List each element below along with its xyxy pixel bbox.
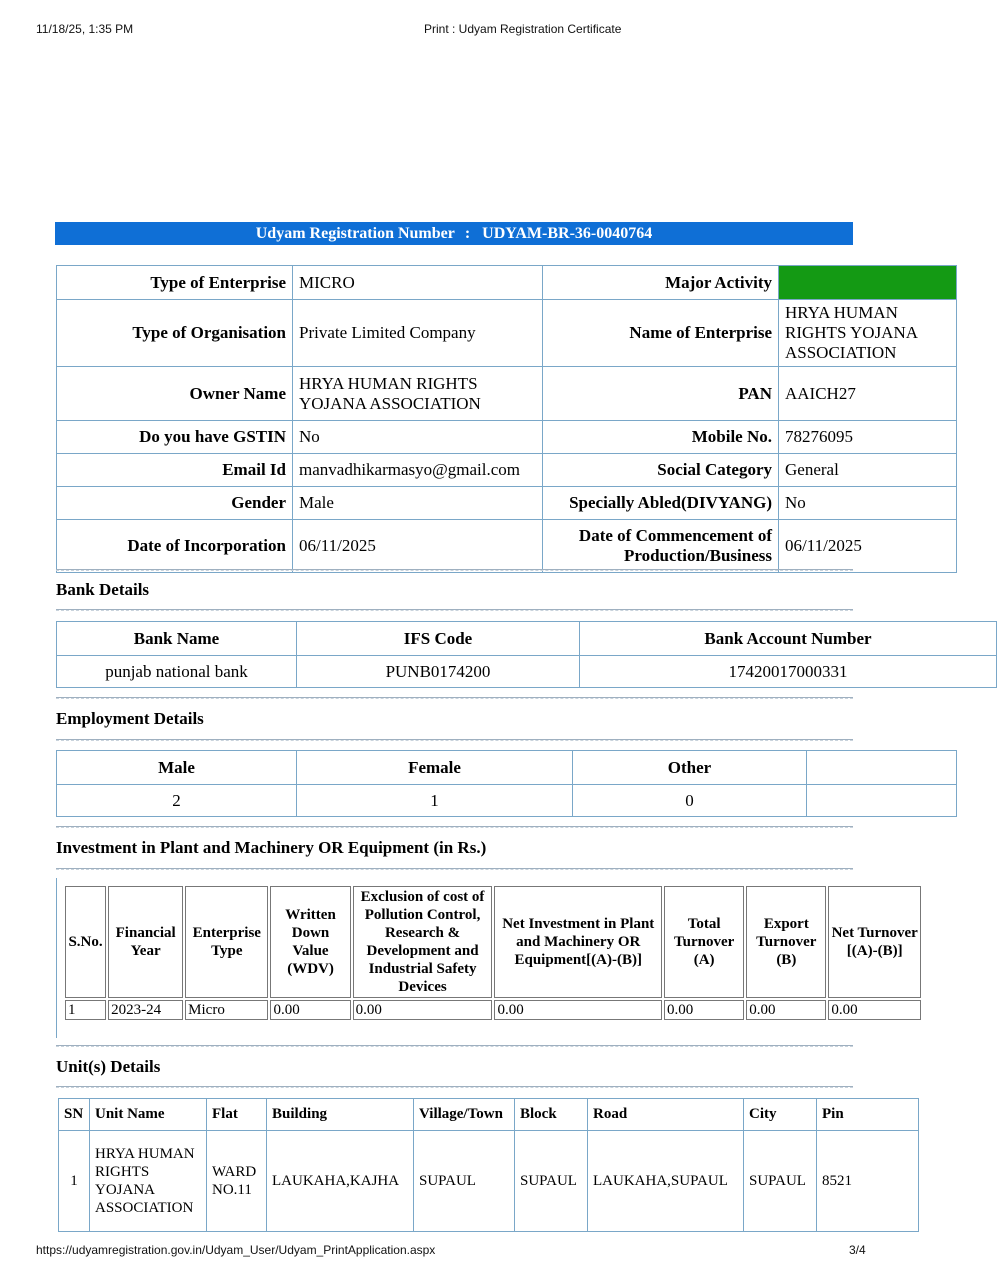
pan-label: PAN <box>543 367 779 421</box>
bank-details-title: Bank Details <box>56 580 150 599</box>
enterprise-type-header: Enterprise Type <box>185 886 268 998</box>
net-turnover-cell: 0.00 <box>828 1000 921 1020</box>
female-header: Female <box>297 751 573 785</box>
other-count: 0 <box>573 785 807 817</box>
enterprise-details <box>56 265 919 565</box>
total-turnover-header: Total Turnover (A) <box>664 886 744 998</box>
gstin-label: Do you have GSTIN <box>57 421 293 454</box>
bank-details-table <box>56 621 997 688</box>
village-town-cell: SUPAUL <box>414 1131 515 1232</box>
section-divider <box>56 868 853 870</box>
male-header: Male <box>57 751 297 785</box>
bank-details <box>56 621 872 689</box>
type-of-organisation-value: Private Limited Company <box>293 300 543 367</box>
registration-number-bar <box>55 222 853 245</box>
registration-number-label: Udyam Registration Number <box>255 225 455 242</box>
account-number-value: 17420017000331 <box>580 656 997 688</box>
registration-number-separator: : <box>464 225 471 242</box>
block-header: Block <box>515 1099 588 1131</box>
owner-name-label: Owner Name <box>57 367 293 421</box>
gstin-value: No <box>293 421 543 454</box>
unit-details-table <box>58 1098 919 1232</box>
date-of-commencement-label: Date of Commencement of Production/Business <box>543 520 779 573</box>
financial-year-header: Financial Year <box>108 886 183 998</box>
sn-header: SN <box>59 1099 90 1131</box>
unit-details <box>56 1098 853 1235</box>
type-of-enterprise-label: Type of Enterprise <box>57 266 293 300</box>
section-divider <box>56 739 853 741</box>
road-header: Road <box>588 1099 744 1131</box>
sn-cell: 1 <box>59 1131 90 1232</box>
table-row <box>59 1131 919 1232</box>
pin-cell: 8521 <box>817 1131 919 1232</box>
ifs-code-value: PUNB0174200 <box>297 656 580 688</box>
type-of-organisation-label: Type of Organisation <box>57 300 293 367</box>
social-category-label: Social Category <box>543 454 779 487</box>
print-title: Print : Udyam Registration Certificate <box>424 22 622 36</box>
print-url: https://udyamregistration.gov.in/Udyam_User/Udyam_PrintApplication.aspx <box>36 1243 436 1257</box>
account-number-header: Bank Account Number <box>580 622 997 656</box>
sno-header: S.No. <box>65 886 106 998</box>
investment-details <box>56 878 918 1038</box>
mobile-value: 78276095 <box>779 421 957 454</box>
export-turnover-cell: 0.00 <box>746 1000 826 1020</box>
name-of-enterprise-label: Name of Enterprise <box>543 300 779 367</box>
net-investment-cell: 0.00 <box>494 1000 662 1020</box>
female-count: 1 <box>297 785 573 817</box>
social-category-value: General <box>779 454 957 487</box>
specially-abled-label: Specially Abled(DIVYANG) <box>543 487 779 520</box>
mobile-label: Mobile No. <box>543 421 779 454</box>
flat-header: Flat <box>207 1099 267 1131</box>
section-divider <box>56 826 853 828</box>
enterprise-details-table <box>56 265 957 573</box>
registration-number-value: UDYAM-BR-36-0040764 <box>482 225 653 242</box>
unit-name-cell: HRYA HUMAN RIGHTS YOJANA ASSOCIATION <box>90 1131 207 1232</box>
building-header: Building <box>267 1099 414 1131</box>
wdv-header: Written Down Value (WDV) <box>270 886 350 998</box>
print-page-number: 3/4 <box>849 1243 866 1257</box>
section-divider <box>56 697 853 699</box>
unit-name-header: Unit Name <box>90 1099 207 1131</box>
section-divider <box>56 1045 853 1047</box>
unit-details-title: Unit(s) Details <box>56 1057 161 1076</box>
ifs-code-header: IFS Code <box>297 622 580 656</box>
total-count <box>807 785 957 817</box>
bank-name-header: Bank Name <box>57 622 297 656</box>
city-header: City <box>744 1099 817 1131</box>
major-activity-label: Major Activity <box>543 266 779 300</box>
employment-details-table <box>56 750 957 817</box>
print-datetime: 11/18/25, 1:35 PM <box>36 22 134 36</box>
export-turnover-header: Export Turnover (B) <box>746 886 826 998</box>
type-of-enterprise-value: MICRO <box>293 266 543 300</box>
date-of-commencement-value: 06/11/2025 <box>779 520 957 573</box>
wdv-cell: 0.00 <box>270 1000 350 1020</box>
section-divider <box>56 609 853 611</box>
date-of-incorporation-label: Date of Incorporation <box>57 520 293 573</box>
table-row <box>65 1000 921 1020</box>
section-divider <box>56 569 853 571</box>
investment-title: Investment in Plant and Machinery OR Equipment (in Rs.) <box>56 838 487 857</box>
net-investment-header: Net Investment in Plant and Machinery OR Equipment[(A)-(B)] <box>494 886 662 998</box>
total-turnover-cell: 0.00 <box>664 1000 744 1020</box>
date-of-incorporation-value: 06/11/2025 <box>293 520 543 573</box>
exclusion-cost-cell: 0.00 <box>353 1000 493 1020</box>
building-cell: LAUKAHA,KAJHA <box>267 1131 414 1232</box>
exclusion-cost-header: Exclusion of cost of Pollution Control, Research & Development and Industrial Safety Devices <box>353 886 493 998</box>
email-value: manvadhikarmasyo@gmail.com <box>293 454 543 487</box>
enterprise-type-cell: Micro <box>185 1000 268 1020</box>
block-cell: SUPAUL <box>515 1131 588 1232</box>
gender-value: Male <box>293 487 543 520</box>
gender-label: Gender <box>57 487 293 520</box>
male-count: 2 <box>57 785 297 817</box>
road-cell: LAUKAHA,SUPAUL <box>588 1131 744 1232</box>
flat-cell: WARD NO.11 <box>207 1131 267 1232</box>
investment-table <box>63 884 923 1022</box>
total-header <box>807 751 957 785</box>
employment-details <box>56 750 853 818</box>
other-header: Other <box>573 751 807 785</box>
email-label: Email Id <box>57 454 293 487</box>
section-divider <box>56 1086 853 1088</box>
net-turnover-header: Net Turnover [(A)-(B)] <box>828 886 921 998</box>
village-town-header: Village/Town <box>414 1099 515 1131</box>
sno-cell: 1 <box>65 1000 106 1020</box>
pan-value: AAICH27 <box>779 367 957 421</box>
bank-name-value: punjab national bank <box>57 656 297 688</box>
pin-header: Pin <box>817 1099 919 1131</box>
financial-year-cell: 2023-24 <box>108 1000 183 1020</box>
owner-name-value: HRYA HUMAN RIGHTS YOJANA ASSOCIATION <box>293 367 543 421</box>
major-activity-value <box>779 266 957 300</box>
employment-details-title: Employment Details <box>56 709 204 728</box>
city-cell: SUPAUL <box>744 1131 817 1232</box>
specially-abled-value: No <box>779 487 957 520</box>
name-of-enterprise-value: HRYA HUMAN RIGHTS YOJANA ASSOCIATION <box>779 300 957 367</box>
